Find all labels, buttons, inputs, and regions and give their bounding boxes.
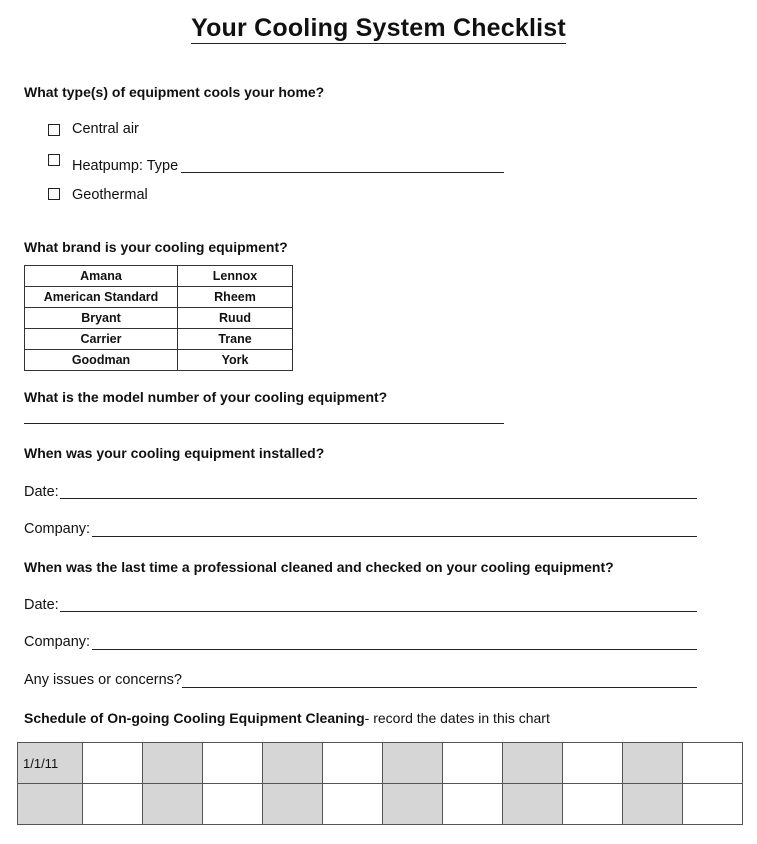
question-model-number: What is the model number of your cooling equipment? (24, 389, 388, 405)
brand-cell: Bryant (25, 308, 178, 329)
schedule-table (17, 742, 743, 825)
brand-table (24, 265, 293, 371)
schedule-cell[interactable] (383, 784, 443, 825)
question-brand: What brand is your cooling equipment? (24, 239, 288, 255)
schedule-cell[interactable] (623, 743, 683, 784)
brand-cell: Carrier (25, 329, 178, 350)
installed-date-label: Date: (24, 484, 59, 500)
schedule-cell[interactable] (323, 743, 383, 784)
brand-cell: Lennox (178, 266, 293, 287)
issues-label: Any issues or concerns? (24, 672, 182, 688)
checkbox-heatpump[interactable] (48, 154, 60, 166)
schedule-cell[interactable] (203, 743, 263, 784)
option-label-geothermal: Geothermal (72, 187, 148, 203)
schedule-heading (24, 710, 550, 726)
schedule-cell[interactable] (263, 743, 323, 784)
brand-cell: Trane (178, 329, 293, 350)
question-installed: When was your cooling equipment installed? (24, 445, 325, 461)
cleaned-company-label: Company: (24, 634, 91, 650)
schedule-cell[interactable] (683, 784, 743, 825)
schedule-cell[interactable] (83, 784, 143, 825)
table-row (25, 350, 293, 371)
question-equipment-type: What type(s) of equipment cools your home? (24, 84, 325, 100)
schedule-heading-rest: - record the dates in this chart (364, 710, 550, 726)
schedule-cell[interactable] (383, 743, 443, 784)
table-row (18, 743, 743, 784)
page-title: Your Cooling System Checklist (191, 14, 566, 42)
installed-company-line[interactable] (92, 536, 697, 537)
table-row (25, 287, 293, 308)
brand-cell: Ruud (178, 308, 293, 329)
brand-cell: American Standard (25, 287, 178, 308)
table-row (25, 266, 293, 287)
table-row (25, 329, 293, 350)
checkbox-central-air[interactable] (48, 124, 60, 136)
schedule-cell[interactable] (443, 784, 503, 825)
schedule-cell[interactable] (623, 784, 683, 825)
schedule-cell[interactable] (683, 743, 743, 784)
model-number-line[interactable] (24, 423, 504, 424)
brand-cell: York (178, 350, 293, 371)
brand-cell: Goodman (25, 350, 178, 371)
schedule-cell[interactable] (143, 784, 203, 825)
checkbox-geothermal[interactable] (48, 188, 60, 200)
schedule-cell[interactable] (203, 784, 263, 825)
installed-date-line[interactable] (60, 498, 697, 499)
schedule-cell[interactable] (503, 743, 563, 784)
brand-cell: Rheem (178, 287, 293, 308)
schedule-cell[interactable] (563, 784, 623, 825)
schedule-cell[interactable] (443, 743, 503, 784)
schedule-cell[interactable] (83, 743, 143, 784)
cleaned-date-line[interactable] (60, 611, 697, 612)
table-row (25, 308, 293, 329)
schedule-cell[interactable] (503, 784, 563, 825)
table-row (18, 784, 743, 825)
option-label-heatpump: Heatpump: Type (72, 158, 179, 174)
schedule-cell[interactable] (143, 743, 203, 784)
schedule-cell[interactable] (563, 743, 623, 784)
schedule-cell[interactable] (323, 784, 383, 825)
heatpump-type-line[interactable] (181, 172, 504, 173)
schedule-cell[interactable]: 1/1/11 (18, 743, 83, 784)
option-label-central-air: Central air (72, 121, 139, 137)
issues-line[interactable] (182, 687, 697, 688)
cleaned-date-label: Date: (24, 597, 59, 613)
schedule-cell[interactable] (18, 784, 83, 825)
brand-cell: Amana (25, 266, 178, 287)
question-last-cleaned: When was the last time a professional cleaned and checked on your cooling equipment? (24, 559, 614, 575)
schedule-cell[interactable] (263, 784, 323, 825)
cleaned-company-line[interactable] (92, 649, 697, 650)
schedule-heading-bold: Schedule of On-going Cooling Equipment Cleaning (24, 710, 365, 726)
installed-company-label: Company: (24, 521, 91, 537)
